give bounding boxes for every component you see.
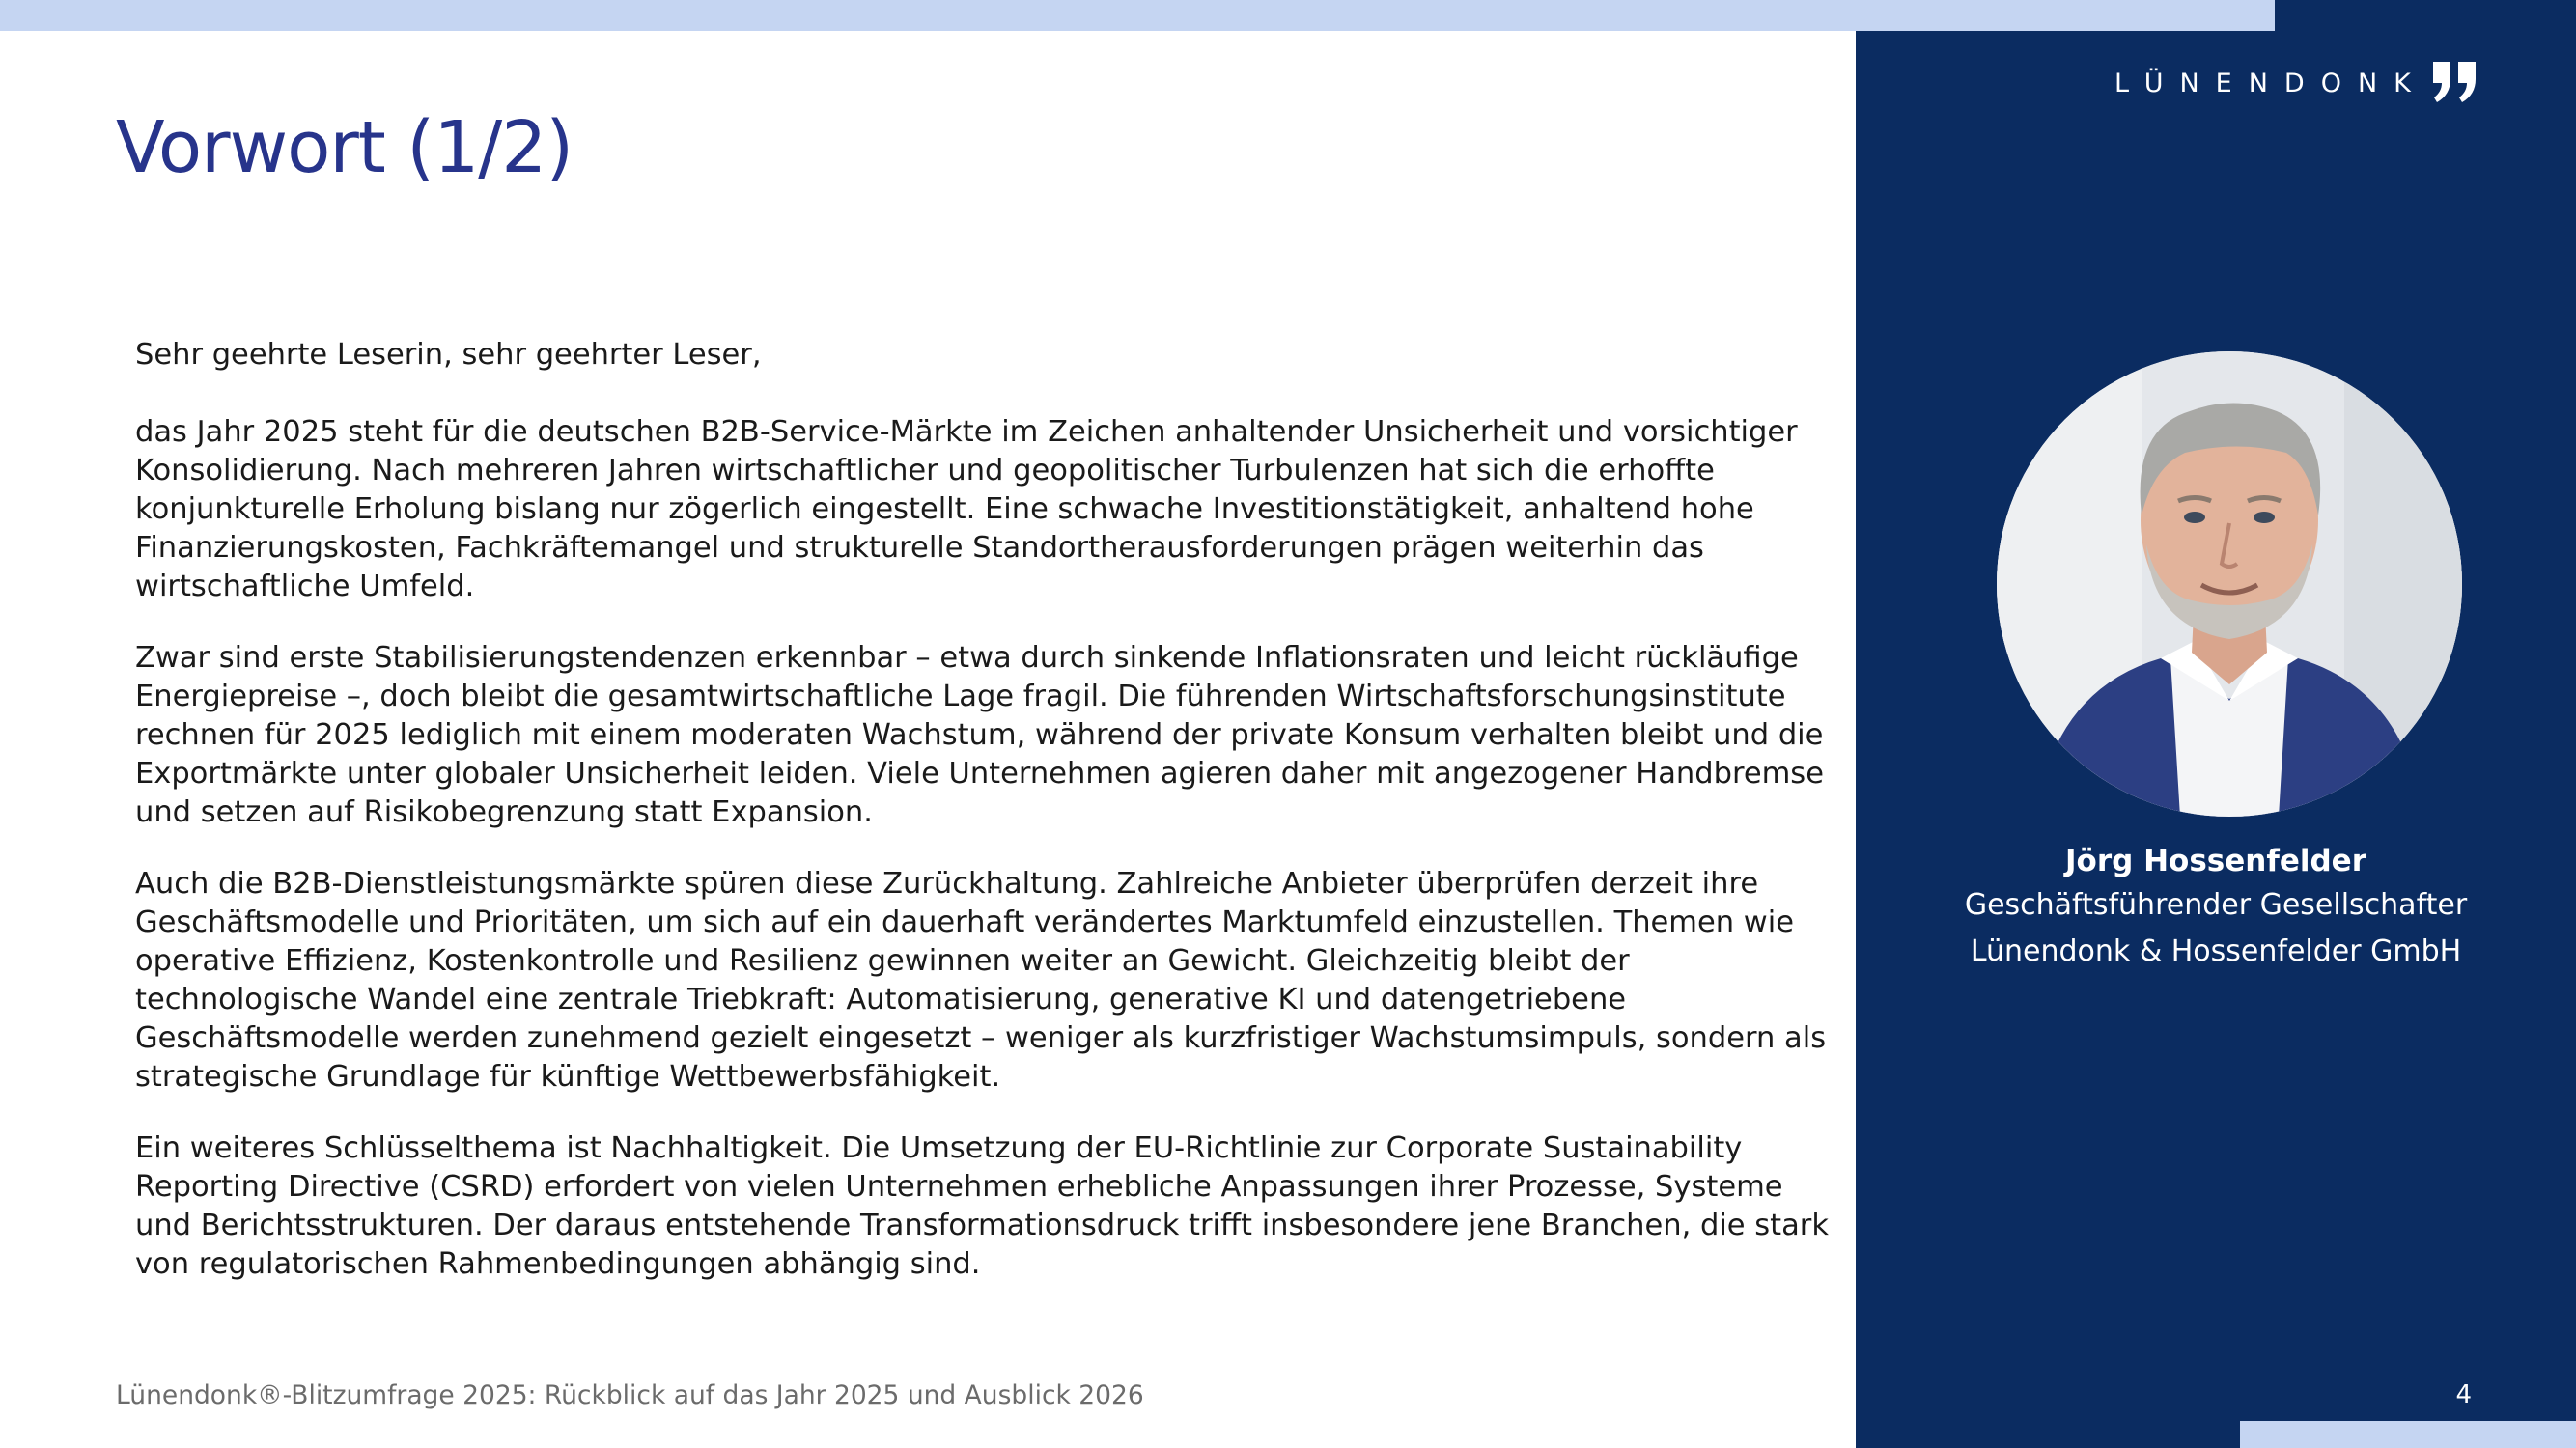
author-company: Lünendonk & Hossenfelder GmbH bbox=[1970, 934, 2462, 968]
author-caption bbox=[1856, 840, 2576, 975]
author-name: Jörg Hossenfelder bbox=[2065, 844, 2366, 878]
bottom-accent-bar bbox=[2240, 1421, 2576, 1448]
quote-mark-icon bbox=[2431, 58, 2479, 108]
top-accent-bar bbox=[0, 0, 2275, 31]
paragraph: Zwar sind erste Stabilisierungstendenzen erkennbar – etwa durch sinkende Inflationsraten und leicht rückläufige Energiepreise –, doch bleibt die gesamtwirtschaftliche Lage fragil. Die führenden Wirtschaftsforschungsinstitute rechnen für 2025 lediglich mit einem moderaten Wachstum, während der private Konsum verhalten bleibt und die Exportmärkte unter globaler Unsicherheit leiden. Viele Unternehmen agieren daher mit angezogener Handbremse und setzen auf Risikobegrenzung statt Expansion. bbox=[135, 641, 1824, 829]
author-portrait bbox=[1997, 351, 2462, 817]
paragraph: Auch die B2B-Dienstleistungsmärkte spüren diese Zurückhaltung. Zahlreiche Anbieter überprüfen derzeit ihre Geschäftsmodelle und Prioritäten, um sich auf ein dauerhaft verändertes Marktumfeld einzustellen. Themen wie operative Effizienz, Kostenkontrolle und Resilienz gewinnen weiter an Gewicht. Gleichzeitig bleibt der technologische Wandel eine zentrale Triebkraft: Automatisierung, generative KI und datengetriebene Geschäftsmodelle werden zunehmend gezielt eingesetzt – weniger als kurzfristiger Wachstumsimpuls, sondern als strategische Grundlage für künftige Wettbewerbsfähigkeit. bbox=[135, 867, 1827, 1094]
foreword-body bbox=[135, 336, 1846, 1317]
paragraph: Ein weiteres Schlüsselthema ist Nachhaltigkeit. Die Umsetzung der EU-Richtlinie zur Corporate Sustainability Reporting Directive (CSRD) erfordert von vielen Unternehmen erhebliche Anpassungen ihrer Prozesse, Systeme und Berichtsstrukturen. Der daraus entstehende Transformationsdruck trifft insbesondere jene Branchen, die stark von regulatorischen Rahmenbedingungen abhängig sind. bbox=[135, 1131, 1829, 1281]
panel-top-extension bbox=[2275, 0, 2576, 31]
footer-source: Lünendonk®-Blitzumfrage 2025: Rückblick auf das Jahr 2025 und Ausblick 2026 bbox=[116, 1380, 1144, 1410]
page-number: 4 bbox=[2455, 1380, 2472, 1409]
paragraph: das Jahr 2025 steht für die deutschen B2B-Service-Märkte im Zeichen anhaltender Unsicherheit und vorsichtiger Konsolidierung. Nach mehreren Jahren wirtschaftlicher und geopolitischer Turbulenzen hat sich die erhoffte konjunkturelle Erholung bislang nur zögerlich eingestellt. Eine schwache Investitionstätigkeit, anhaltend hohe Finanzierungskosten, Fachkräftemangel und strukturelle Standortherausforderungen prägen weiterhin das wirtschaftliche Umfeld. bbox=[135, 415, 1798, 603]
page-title: Vorwort (1/2) bbox=[116, 106, 574, 189]
brand-logo bbox=[2114, 54, 2479, 112]
author-role: Geschäftsführender Gesellschafter bbox=[1964, 888, 2468, 922]
greeting: Sehr geehrte Leserin, sehr geehrter Leser, bbox=[135, 338, 762, 372]
logo-text: LÜNENDONK bbox=[2114, 68, 2427, 98]
